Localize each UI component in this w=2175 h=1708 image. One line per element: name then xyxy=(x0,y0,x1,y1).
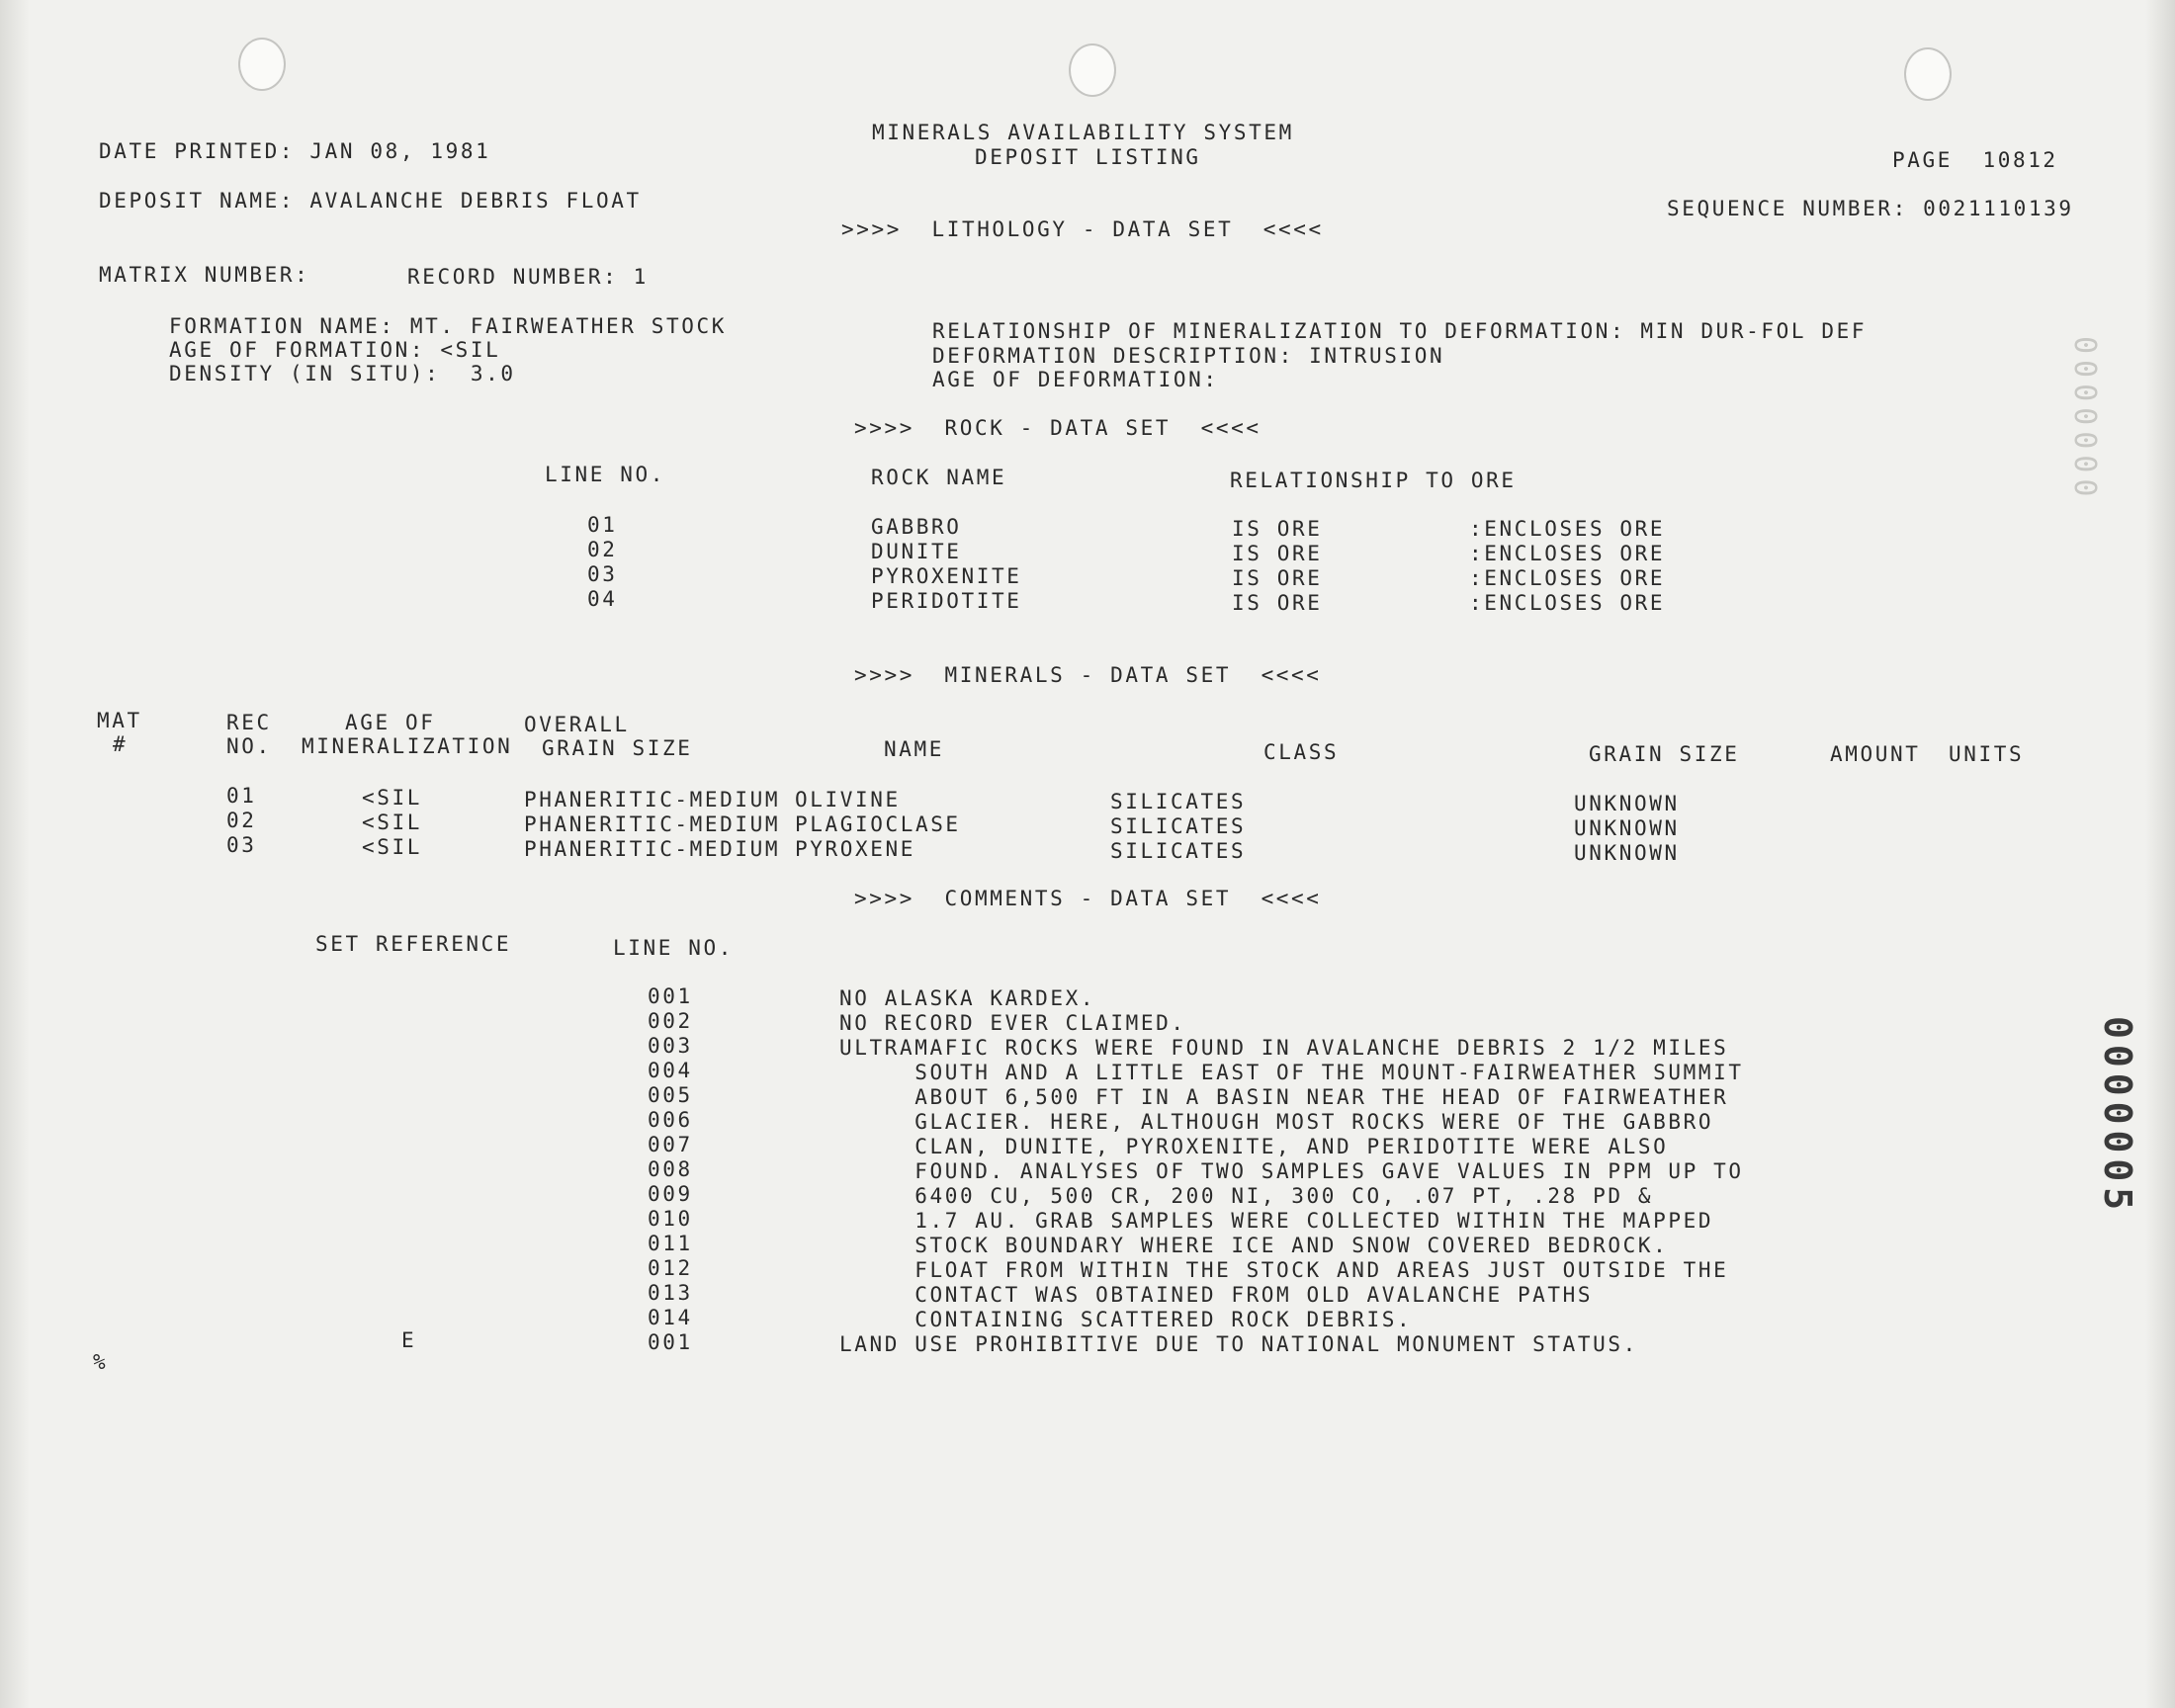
rock-line-no: 01 xyxy=(587,513,618,537)
minerals-header-mat-hash: # xyxy=(113,732,129,756)
comments-header-line-no: LINE NO. xyxy=(613,936,734,960)
mineral-rec-no: 01 xyxy=(226,784,257,808)
page-number: PAGE 10812 xyxy=(1892,148,2058,172)
mineral-name: OLIVINE xyxy=(795,788,901,811)
comment-line-no: 010 xyxy=(648,1207,693,1231)
comment-text: NO RECORD EVER CLAIMED. xyxy=(839,1011,1186,1035)
comment-text: CONTACT WAS OBTAINED FROM OLD AVALANCHE PATHS xyxy=(839,1283,1594,1307)
record-number: RECORD NUMBER: 1 xyxy=(407,265,649,289)
mineral-grain-size: UNKNOWN xyxy=(1574,792,1680,815)
comment-line-no: 011 xyxy=(648,1232,693,1255)
comment-text: NO ALASKA KARDEX. xyxy=(839,986,1096,1010)
end-of-record-mark: % xyxy=(93,1350,109,1374)
density-in-situ: DENSITY (IN SITU): 3.0 xyxy=(169,362,516,385)
right-page-edge xyxy=(2145,0,2175,1708)
mineral-grain-size: UNKNOWN xyxy=(1574,816,1680,840)
rock-relationship: IS ORE xyxy=(1232,591,1323,615)
age-of-formation: AGE OF FORMATION: <SIL xyxy=(169,338,501,362)
comment-line-no: 009 xyxy=(648,1182,693,1206)
comment-line-no: 013 xyxy=(648,1281,693,1305)
matrix-number: MATRIX NUMBER: xyxy=(99,263,310,287)
comment-line-no: 014 xyxy=(648,1306,693,1329)
binder-hole-left xyxy=(238,38,286,91)
comments-section-title: >>>> COMMENTS - DATA SET <<<< xyxy=(854,887,1322,910)
minerals-section-title: >>>> MINERALS - DATA SET <<<< xyxy=(854,663,1322,687)
rock-relationship-detail: :ENCLOSES ORE xyxy=(1469,517,1666,541)
minerals-header-grain-size: GRAIN SIZE xyxy=(1589,742,1740,766)
mineral-class: SILICATES xyxy=(1110,839,1247,863)
minerals-header-mat: MAT xyxy=(97,709,142,732)
rock-header-rock-name: ROCK NAME xyxy=(871,466,1007,489)
mineral-age: <SIL xyxy=(362,786,422,810)
comment-line-no: 004 xyxy=(648,1059,693,1082)
comment-text: 1.7 AU. GRAB SAMPLES WERE COLLECTED WITHIN THE MAPPED xyxy=(839,1209,1714,1233)
comment-text: SOUTH AND A LITTLE EAST OF THE MOUNT-FAIRWEATHER SUMMIT xyxy=(839,1061,1744,1084)
comment-line-no: 006 xyxy=(648,1108,693,1132)
minerals-header-age-of: AGE OF xyxy=(345,711,436,734)
comment-text: CONTAINING SCATTERED ROCK DEBRIS. xyxy=(839,1308,1413,1331)
mineral-name: PYROXENE xyxy=(795,837,915,861)
comment-line-no: 012 xyxy=(648,1256,693,1280)
comment-line-no: 003 xyxy=(648,1034,693,1058)
date-printed: DATE PRINTED: JAN 08, 1981 xyxy=(99,139,491,163)
mineral-overall-grain-size: PHANERITIC-MEDIUM xyxy=(524,812,781,836)
rock-name: PYROXENITE xyxy=(871,564,1022,588)
comment-text: 6400 CU, 500 CR, 200 NI, 300 CO, .07 PT, .28 PD & xyxy=(839,1184,1654,1208)
rock-header-relationship: RELATIONSHIP TO ORE xyxy=(1230,469,1517,492)
rock-section-title: >>>> ROCK - DATA SET <<<< xyxy=(854,416,1262,440)
comment-text: STOCK BOUNDARY WHERE ICE AND SNOW COVERED BEDROCK. xyxy=(839,1234,1669,1257)
mineral-overall-grain-size: PHANERITIC-MEDIUM xyxy=(524,837,781,861)
binder-hole-center xyxy=(1069,43,1116,97)
age-of-deformation: AGE OF DEFORMATION: xyxy=(932,368,1219,391)
mineral-class: SILICATES xyxy=(1110,814,1247,838)
binder-hole-right xyxy=(1904,47,1952,101)
rock-line-no: 04 xyxy=(587,587,618,611)
comment-text: FLOAT FROM WITHIN THE STOCK AND AREAS JUST OUTSIDE THE xyxy=(839,1258,1729,1282)
minerals-header-overall: OVERALL xyxy=(524,713,630,736)
comment-line-no: 007 xyxy=(648,1133,693,1156)
minerals-header-rec-no: NO. xyxy=(226,734,272,758)
rock-name: PERIDOTITE xyxy=(871,589,1022,613)
left-page-edge xyxy=(0,0,30,1708)
comment-text: CLAN, DUNITE, PYROXENITE, AND PERIDOTITE WERE ALSO xyxy=(839,1135,1669,1158)
comment-line-no: 001 xyxy=(648,1330,693,1354)
mineral-class: SILICATES xyxy=(1110,790,1247,813)
minerals-header-units: UNITS xyxy=(1949,742,2025,766)
sequence-number: SEQUENCE NUMBER: 0021110139 xyxy=(1667,197,2074,220)
rock-relationship-detail: :ENCLOSES ORE xyxy=(1469,542,1666,565)
system-title: MINERALS AVAILABILITY SYSTEM xyxy=(872,121,1294,144)
minerals-header-class: CLASS xyxy=(1263,740,1340,764)
rock-relationship: IS ORE xyxy=(1232,566,1323,590)
deposit-name: DEPOSIT NAME: AVALANCHE DEBRIS FLOAT xyxy=(99,189,642,213)
comment-set-reference: E xyxy=(401,1328,417,1352)
margin-stamp-faint: 0000000 xyxy=(2067,336,2102,503)
comment-text: FOUND. ANALYSES OF TWO SAMPLES GAVE VALUES IN PPM UP TO xyxy=(839,1159,1744,1183)
rock-relationship: IS ORE xyxy=(1232,542,1323,565)
mineralization-deformation-relationship: RELATIONSHIP OF MINERALIZATION TO DEFORMATION: MIN DUR-FOL DEF xyxy=(932,319,1868,343)
formation-name: FORMATION NAME: MT. FAIRWEATHER STOCK xyxy=(169,314,727,338)
mineral-name: PLAGIOCLASE xyxy=(795,812,961,836)
minerals-header-rec: REC xyxy=(226,711,272,734)
listing-title: DEPOSIT LISTING xyxy=(975,145,1201,169)
comment-line-no: 001 xyxy=(648,984,693,1008)
comment-text: LAND USE PROHIBITIVE DUE TO NATIONAL MONUMENT STATUS. xyxy=(839,1332,1638,1356)
mineral-rec-no: 02 xyxy=(226,809,257,832)
comment-text: ULTRAMAFIC ROCKS WERE FOUND IN AVALANCHE DEBRIS 2 1/2 MILES xyxy=(839,1036,1729,1060)
minerals-header-name: NAME xyxy=(884,737,944,761)
rock-line-no: 02 xyxy=(587,538,618,561)
comment-line-no: 005 xyxy=(648,1083,693,1107)
mineral-age: <SIL xyxy=(362,835,422,859)
mineral-rec-no: 03 xyxy=(226,833,257,857)
rock-relationship-detail: :ENCLOSES ORE xyxy=(1469,591,1666,615)
minerals-header-mineralization: MINERALIZATION xyxy=(302,734,513,758)
rock-header-line-no: LINE NO. xyxy=(545,463,665,486)
mineral-grain-size: UNKNOWN xyxy=(1574,841,1680,865)
comment-line-no: 002 xyxy=(648,1009,693,1033)
mineral-overall-grain-size: PHANERITIC-MEDIUM xyxy=(524,788,781,811)
rock-name: DUNITE xyxy=(871,540,962,563)
comment-text: GLACIER. HERE, ALTHOUGH MOST ROCKS WERE OF THE GABBRO xyxy=(839,1110,1714,1134)
comment-line-no: 008 xyxy=(648,1157,693,1181)
comment-text: ABOUT 6,500 FT IN A BASIN NEAR THE HEAD OF FAIRWEATHER xyxy=(839,1085,1729,1109)
minerals-header-amount: AMOUNT xyxy=(1830,742,1921,766)
lithology-section-title: >>>> LITHOLOGY - DATA SET <<<< xyxy=(841,217,1324,241)
mineral-age: <SIL xyxy=(362,811,422,834)
rock-relationship-detail: :ENCLOSES ORE xyxy=(1469,566,1666,590)
comments-header-set-reference: SET REFERENCE xyxy=(315,932,512,956)
deformation-description: DEFORMATION DESCRIPTION: INTRUSION xyxy=(932,344,1445,368)
minerals-header-overall-grain-size: GRAIN SIZE xyxy=(542,736,693,760)
rock-line-no: 03 xyxy=(587,562,618,586)
margin-stamp: 0000005 xyxy=(2096,1016,2139,1217)
rock-relationship: IS ORE xyxy=(1232,517,1323,541)
rock-name: GABBRO xyxy=(871,515,962,539)
